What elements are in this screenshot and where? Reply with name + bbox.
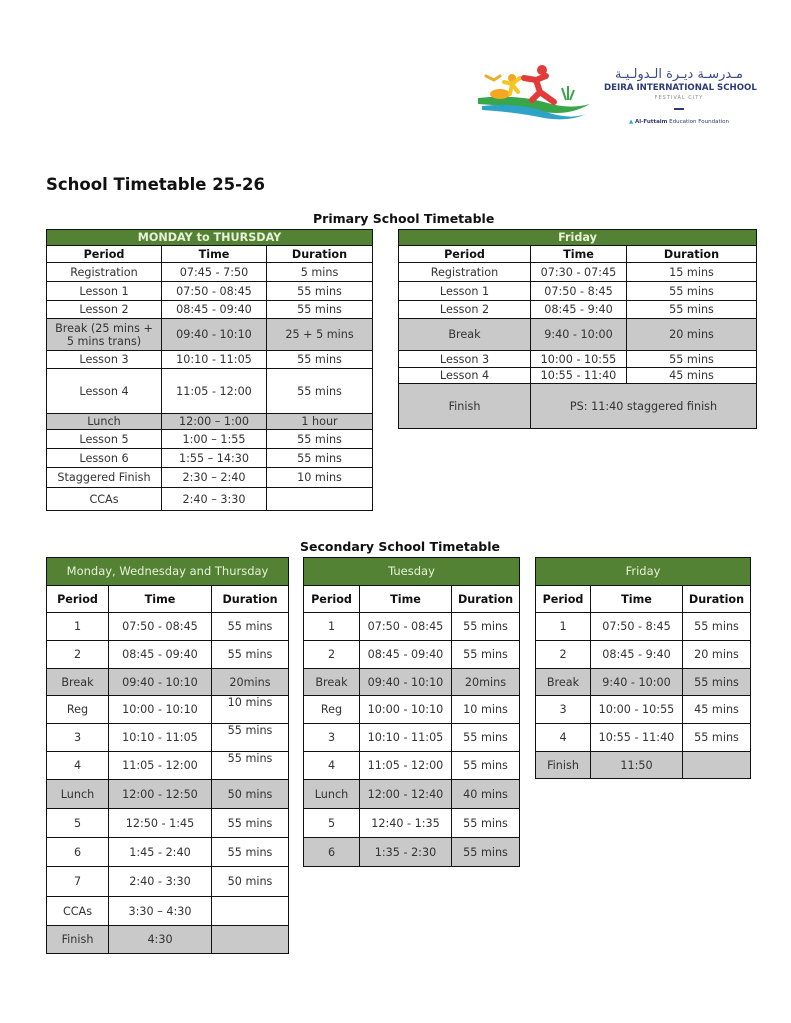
- duration-cell: 50 mins: [212, 867, 289, 897]
- col-header-time: Time: [591, 586, 683, 613]
- table-row-finish: [47, 926, 289, 954]
- duration-cell: 55 mins: [267, 430, 373, 449]
- period-cell: Finish: [399, 384, 531, 429]
- table-row: [304, 724, 520, 752]
- school-location: FESTIVAL CITY: [654, 95, 704, 101]
- table-row-break: [536, 669, 751, 696]
- duration-cell: 55 mins: [452, 724, 520, 752]
- col-header-time: Time: [162, 246, 267, 263]
- duration-cell: 55 mins: [452, 838, 520, 867]
- time-cell: 07:50 - 08:45: [162, 282, 267, 301]
- table-row: [47, 263, 373, 282]
- table-row: [304, 809, 520, 838]
- duration-cell: 55 mins: [452, 641, 520, 669]
- secondary-section-title: Secondary School Timetable: [300, 539, 500, 554]
- col-header-period: Period: [47, 246, 162, 263]
- table-row: [304, 613, 520, 641]
- period-cell: Break: [399, 319, 531, 351]
- secondary-mon-wed-thu-table: [46, 557, 289, 954]
- table-row: [47, 752, 289, 780]
- table-row: [304, 641, 520, 669]
- duration-cell: 40 mins: [452, 780, 520, 809]
- time-cell: 12:00 – 1:00: [162, 414, 267, 430]
- duration-cell: 45 mins: [627, 368, 757, 384]
- duration-cell: 10 mins: [452, 696, 520, 724]
- period-cell: Lesson 1: [399, 282, 531, 301]
- period-cell: 2: [304, 641, 360, 669]
- time-cell: 10:00 - 10:55: [591, 696, 683, 724]
- period-cell: Registration: [399, 263, 531, 282]
- table-row: [399, 351, 757, 368]
- duration-cell: 15 mins: [627, 263, 757, 282]
- foundation-brand: Al-Futtaim: [634, 119, 668, 125]
- time-cell: 2:40 - 3:30: [109, 867, 212, 897]
- table-row: [47, 449, 373, 468]
- time-cell: 07:30 - 07:45: [531, 263, 627, 282]
- time-cell: 10:00 - 10:10: [109, 696, 212, 724]
- period-cell: Lunch: [47, 414, 162, 430]
- table-title: MONDAY to THURSDAY: [47, 230, 373, 246]
- col-header-duration: Duration: [452, 586, 520, 613]
- duration-cell: 10 mins: [212, 696, 289, 724]
- period-cell: 1: [536, 613, 591, 641]
- period-cell: Finish: [536, 752, 591, 779]
- duration-cell: [212, 897, 289, 926]
- time-cell: 07:50 - 08:45: [109, 613, 212, 641]
- period-cell: Lesson 6: [47, 449, 162, 468]
- period-cell: Lesson 3: [47, 351, 162, 369]
- period-cell: Lesson 2: [47, 301, 162, 319]
- table-row-lunch: [47, 780, 289, 809]
- table-row: [399, 282, 757, 301]
- table-row: [47, 838, 289, 867]
- time-cell: 07:50 - 08:45: [360, 613, 452, 641]
- period-cell: 2: [47, 641, 109, 669]
- period-cell: 4: [536, 724, 591, 752]
- duration-cell: 55 mins: [267, 369, 373, 414]
- time-cell: 08:45 - 09:40: [360, 641, 452, 669]
- duration-cell: 55 mins: [267, 351, 373, 369]
- time-cell: 08:45 - 09:40: [162, 301, 267, 319]
- period-cell: Reg: [304, 696, 360, 724]
- duration-cell: 5 mins: [267, 263, 373, 282]
- duration-cell: 55 mins: [452, 613, 520, 641]
- duration-cell: 55 mins: [267, 301, 373, 319]
- time-cell: 1:00 – 1:55: [162, 430, 267, 449]
- time-cell: 1:35 - 2:30: [360, 838, 452, 867]
- col-header-duration: Duration: [683, 586, 751, 613]
- duration-cell: 20 mins: [683, 641, 751, 669]
- page-title: School Timetable 25-26: [46, 175, 265, 194]
- time-cell: 2:40 – 3:30: [162, 488, 267, 511]
- time-cell: 08:45 - 09:40: [109, 641, 212, 669]
- period-cell: Break (25 mins + 5 mins trans): [47, 319, 162, 351]
- duration-cell: 55 mins: [627, 351, 757, 368]
- time-cell: 10:00 - 10:10: [360, 696, 452, 724]
- table-row: [47, 282, 373, 301]
- table-row: [47, 488, 373, 511]
- time-cell: 9:40 - 10:00: [531, 319, 627, 351]
- time-cell: 11:05 - 12:00: [162, 369, 267, 414]
- logo-divider: [674, 108, 684, 110]
- primary-friday-table: [398, 229, 757, 429]
- table-row: [47, 351, 373, 369]
- duration-cell: 55 mins: [212, 838, 289, 867]
- time-cell: 09:40 - 10:10: [162, 319, 267, 351]
- duration-cell: 55 mins: [212, 809, 289, 838]
- table-row: [47, 867, 289, 897]
- table-row: [47, 897, 289, 926]
- table-row-finish: [399, 384, 757, 429]
- secondary-friday-table: [535, 557, 751, 779]
- col-header-period: Period: [304, 586, 360, 613]
- duration-cell: 20 mins: [627, 319, 757, 351]
- period-cell: 4: [47, 752, 109, 780]
- school-name-arabic: مـدرسـة ديـرة الـدولـيـة: [615, 67, 743, 82]
- table-row-break: [399, 319, 757, 351]
- period-cell: Reg: [47, 696, 109, 724]
- period-cell: 3: [536, 696, 591, 724]
- period-cell: Break: [47, 669, 109, 696]
- time-cell: 09:40 - 10:10: [360, 669, 452, 696]
- foundation-line: [604, 118, 754, 126]
- time-cell: 07:50 - 8:45: [531, 282, 627, 301]
- duration-cell: 1 hour: [267, 414, 373, 430]
- table-row: [47, 301, 373, 319]
- time-cell: 12:00 - 12:50: [109, 780, 212, 809]
- time-cell: 9:40 - 10:00: [591, 669, 683, 696]
- table-title: Friday: [536, 558, 751, 586]
- time-cell: 12:50 - 1:45: [109, 809, 212, 838]
- duration-cell: 55 mins: [452, 752, 520, 780]
- period-cell: 2: [536, 641, 591, 669]
- col-header-duration: Duration: [627, 246, 757, 263]
- time-cell: 10:10 - 11:05: [360, 724, 452, 752]
- duration-cell: 10 mins: [267, 468, 373, 488]
- period-cell: 1: [47, 613, 109, 641]
- table-row-lunch: [304, 780, 520, 809]
- table-row-finish: [536, 752, 751, 779]
- table-row: [536, 641, 751, 669]
- time-cell: 4:30: [109, 926, 212, 954]
- period-cell: Lesson 5: [47, 430, 162, 449]
- period-cell: CCAs: [47, 488, 162, 511]
- period-cell: Lesson 1: [47, 282, 162, 301]
- duration-cell: 50 mins: [212, 780, 289, 809]
- table-row: [304, 838, 520, 867]
- period-cell: Lunch: [47, 780, 109, 809]
- time-cell: 1:55 – 14:30: [162, 449, 267, 468]
- table-title: Monday, Wednesday and Thursday: [47, 558, 289, 586]
- period-cell: Lesson 3: [399, 351, 531, 368]
- col-header-time: Time: [360, 586, 452, 613]
- duration-cell: 55 mins: [212, 752, 289, 780]
- time-cell: 11:05 - 12:00: [360, 752, 452, 780]
- col-header-period: Period: [399, 246, 531, 263]
- time-cell: 10:10 - 11:05: [109, 724, 212, 752]
- period-cell: 5: [304, 809, 360, 838]
- period-cell: Lesson 4: [399, 368, 531, 384]
- col-header-time: Time: [531, 246, 627, 263]
- table-row: [47, 468, 373, 488]
- duration-cell: 55 mins: [683, 669, 751, 696]
- col-header-time: Time: [109, 586, 212, 613]
- table-row: [47, 641, 289, 669]
- period-cell: Lesson 2: [399, 301, 531, 319]
- table-title: Tuesday: [304, 558, 520, 586]
- table-row-lunch: [47, 414, 373, 430]
- period-cell: CCAs: [47, 897, 109, 926]
- period-cell: Finish: [47, 926, 109, 954]
- duration-cell: 45 mins: [683, 696, 751, 724]
- duration-cell: [683, 752, 751, 779]
- time-cell: 12:00 - 12:40: [360, 780, 452, 809]
- table-row: [304, 696, 520, 724]
- duration-cell: 55 mins: [683, 613, 751, 641]
- time-cell: 07:45 - 7:50: [162, 263, 267, 282]
- time-cell: 10:10 - 11:05: [162, 351, 267, 369]
- time-cell: 12:40 - 1:35: [360, 809, 452, 838]
- table-row-break: [47, 669, 289, 696]
- time-cell: 08:45 - 9:40: [591, 641, 683, 669]
- period-cell: 3: [304, 724, 360, 752]
- table-row: [47, 430, 373, 449]
- period-cell: Staggered Finish: [47, 468, 162, 488]
- school-name: DEIRA INTERNATIONAL SCHOOL: [604, 83, 757, 93]
- table-row: [536, 696, 751, 724]
- duration-cell: 55 mins: [212, 724, 289, 752]
- secondary-tuesday-table: [303, 557, 520, 867]
- duration-cell: 55 mins: [627, 301, 757, 319]
- school-emblem-icon: [474, 64, 594, 124]
- time-cell: 1:45 - 2:40: [109, 838, 212, 867]
- table-title: Friday: [399, 230, 757, 246]
- time-cell: 09:40 - 10:10: [109, 669, 212, 696]
- duration-cell: 55 mins: [267, 449, 373, 468]
- time-cell: 11:05 - 12:00: [109, 752, 212, 780]
- period-cell: Lunch: [304, 780, 360, 809]
- primary-section-title: Primary School Timetable: [313, 211, 495, 226]
- duration-cell: 25 + 5 mins: [267, 319, 373, 351]
- table-row: [47, 724, 289, 752]
- table-row: [536, 724, 751, 752]
- time-cell: 11:50: [591, 752, 683, 779]
- period-cell: 3: [47, 724, 109, 752]
- duration-cell: 55 mins: [267, 282, 373, 301]
- col-header-duration: Duration: [267, 246, 373, 263]
- foundation-icon: ▲: [629, 119, 634, 125]
- primary-mon-thu-table: [46, 229, 373, 511]
- time-cell: 10:55 - 11:40: [591, 724, 683, 752]
- period-cell: 5: [47, 809, 109, 838]
- period-cell: 6: [304, 838, 360, 867]
- table-row: [536, 613, 751, 641]
- duration-cell: 55 mins: [627, 282, 757, 301]
- time-cell: 10:00 - 10:55: [531, 351, 627, 368]
- duration-cell: 20mins: [452, 669, 520, 696]
- table-row: [304, 752, 520, 780]
- duration-cell: 55 mins: [212, 613, 289, 641]
- time-cell: 10:55 - 11:40: [531, 368, 627, 384]
- table-row: [47, 613, 289, 641]
- table-row-break: [47, 319, 373, 351]
- table-row: [47, 696, 289, 724]
- finish-note-cell: PS: 11:40 staggered finish: [531, 384, 757, 429]
- foundation-text: Education Foundation: [669, 119, 729, 125]
- duration-cell: [212, 926, 289, 954]
- table-row-break: [304, 669, 520, 696]
- time-cell: 08:45 - 9:40: [531, 301, 627, 319]
- col-header-period: Period: [47, 586, 109, 613]
- duration-cell: 55 mins: [212, 641, 289, 669]
- period-cell: 1: [304, 613, 360, 641]
- table-row: [47, 809, 289, 838]
- col-header-period: Period: [536, 586, 591, 613]
- school-logo: [474, 60, 757, 142]
- period-cell: Break: [304, 669, 360, 696]
- period-cell: Registration: [47, 263, 162, 282]
- period-cell: 4: [304, 752, 360, 780]
- duration-cell: 55 mins: [683, 724, 751, 752]
- period-cell: Lesson 4: [47, 369, 162, 414]
- time-cell: 07:50 - 8:45: [591, 613, 683, 641]
- table-row: [399, 263, 757, 282]
- duration-cell: 20mins: [212, 669, 289, 696]
- duration-cell: 55 mins: [452, 809, 520, 838]
- duration-cell: [267, 488, 373, 511]
- table-row: [399, 368, 757, 384]
- table-row: [47, 369, 373, 414]
- period-cell: 7: [47, 867, 109, 897]
- col-header-duration: Duration: [212, 586, 289, 613]
- period-cell: Break: [536, 669, 591, 696]
- table-row: [399, 301, 757, 319]
- time-cell: 2:30 – 2:40: [162, 468, 267, 488]
- period-cell: 6: [47, 838, 109, 867]
- time-cell: 3:30 – 4:30: [109, 897, 212, 926]
